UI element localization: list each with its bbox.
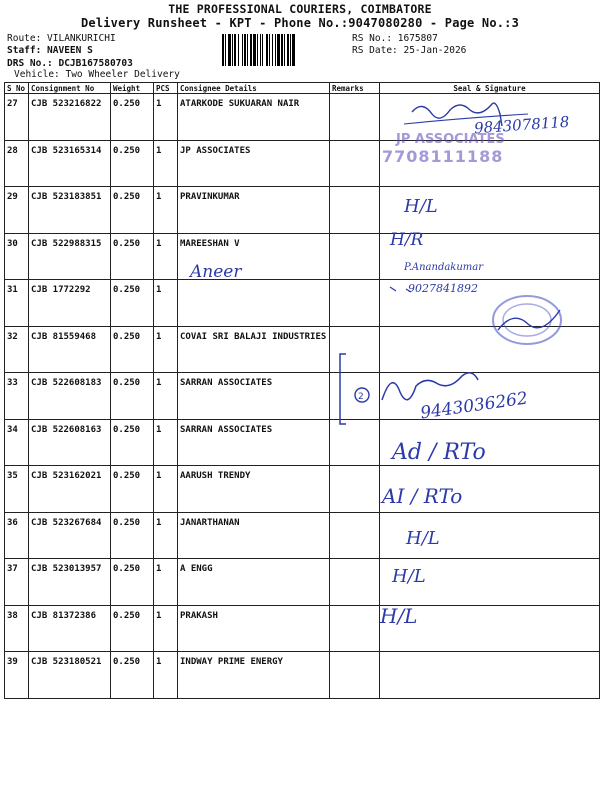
route-label: Route: VILANKURICHI [7,33,116,44]
row-consignee: PRAVINKUMAR [178,187,330,234]
handwritten-mark: H/L [392,566,426,587]
row-consignee: INDWAY PRIME ENERGY [178,652,330,699]
row-sno: 39 [5,652,29,699]
rs-date: RS Date: 25-Jan-2026 [352,45,467,56]
row-pcs: 1 [154,373,178,420]
stamp-number: 7708111188 [382,147,504,166]
row-pcs: 1 [154,326,178,373]
row-sno: 37 [5,559,29,606]
handwritten-phone: 9443036262 [419,388,530,424]
rs-number: RS No.: 1675807 [352,33,438,44]
row-consignee: JP ASSOCIATES [178,140,330,187]
bracket-mark [340,354,346,424]
row-consignment: CJB 523216822 [29,94,111,141]
row-pcs: 1 [154,280,178,327]
circle-mark-digit: 2 [358,392,364,402]
row-weight: 0.250 [111,419,154,466]
row-sno: 31 [5,280,29,327]
row-weight: 0.250 [111,187,154,234]
row-consignment: CJB 523162021 [29,466,111,513]
row-pcs: 1 [154,605,178,652]
row-sno: 34 [5,419,29,466]
row-weight: 0.250 [111,280,154,327]
row-weight: 0.250 [111,326,154,373]
handwritten-mark: H/R [390,230,424,250]
row-consignment: CJB 81372386 [29,605,111,652]
col-consignee: Consignee Details [178,83,330,94]
row-weight: 0.250 [111,373,154,420]
row-pcs: 1 [154,512,178,559]
signature-scribble [382,373,478,400]
handwritten-mark: AI / RTo [382,484,463,508]
company-title: THE PROFESSIONAL COURIERS, COIMBATORE [168,2,432,16]
row-consignee: MAREESHAN V [178,233,330,280]
row-weight: 0.250 [111,559,154,606]
row-pcs: 1 [154,652,178,699]
col-sno: S No [5,83,29,94]
col-weight: Weight [111,83,154,94]
row-weight: 0.250 [111,140,154,187]
handwritten-mark: H/L [404,196,438,217]
handwritten-phone: 9843078118 [473,112,570,138]
row-consignee: PRAKASH [178,605,330,652]
handwritten-name: Aneer [190,262,242,282]
handwritten-signature-name: P.Anandakumar [404,262,484,273]
row-pcs: 1 [154,233,178,280]
vehicle-label: Vehicle: Two Wheeler Delivery [14,69,180,80]
handwritten-mark: H/L [406,528,440,549]
row-consignment: CJB 523013957 [29,559,111,606]
row-sno: 32 [5,326,29,373]
row-consignee: A ENGG [178,559,330,606]
row-consignment: CJB 1772292 [29,280,111,327]
row-pcs: 1 [154,187,178,234]
col-signature: Seal & Signature [380,83,600,94]
row-sno: 33 [5,373,29,420]
row-consignment: CJB 523267684 [29,512,111,559]
row-consignment: CJB 523165314 [29,140,111,187]
row-weight: 0.250 [111,605,154,652]
row-sno: 36 [5,512,29,559]
stamp-company: JP ASSOCIATES [396,132,505,147]
handwritten-phone: 9027841892 [408,282,478,295]
row-pcs: 1 [154,140,178,187]
row-consignee: SARRAN ASSOCIATES [178,373,330,420]
row-weight: 0.250 [111,652,154,699]
col-consignment: Consignment No [29,83,111,94]
row-consignee: AARUSH TRENDY [178,466,330,513]
row-sno: 30 [5,233,29,280]
drs-number: DRS No.: DCJB167580703 [7,58,133,69]
row-pcs: 1 [154,466,178,513]
row-sno: 29 [5,187,29,234]
row-consignment: CJB 522988315 [29,233,111,280]
row-weight: 0.250 [111,94,154,141]
handwritten-mark: H/L [380,604,418,628]
row-consignee: SARRAN ASSOCIATES [178,419,330,466]
row-sno: 38 [5,605,29,652]
row-pcs: 1 [154,94,178,141]
row-pcs: 1 [154,419,178,466]
row-consignment: CJB 523183851 [29,187,111,234]
handwritten-mark: Ad / RTo [392,440,486,465]
staff-label: Staff: NAVEEN S [7,45,93,56]
row-weight: 0.250 [111,512,154,559]
row-consignee: ATARKODE SUKUARAN NAIR [178,94,330,141]
row-weight: 0.250 [111,233,154,280]
runsheet-subtitle: Delivery Runsheet - KPT - Phone No.:9047080280 - Page No.:3 [80,16,520,30]
row-consignment: CJB 523180521 [29,652,111,699]
row-weight: 0.250 [111,466,154,513]
col-pcs: PCS [154,83,178,94]
row-consignment: CJB 81559468 [29,326,111,373]
row-consignee: JANARTHANAN [178,512,330,559]
row-sno: 28 [5,140,29,187]
row-consignment: CJB 522608183 [29,373,111,420]
row-sno: 27 [5,94,29,141]
row-consignment: CJB 522608163 [29,419,111,466]
row-pcs: 1 [154,559,178,606]
col-remarks: Remarks [330,83,380,94]
row-sno: 35 [5,466,29,513]
row-consignee: COVAI SRI BALAJI INDUSTRIES [178,326,330,373]
